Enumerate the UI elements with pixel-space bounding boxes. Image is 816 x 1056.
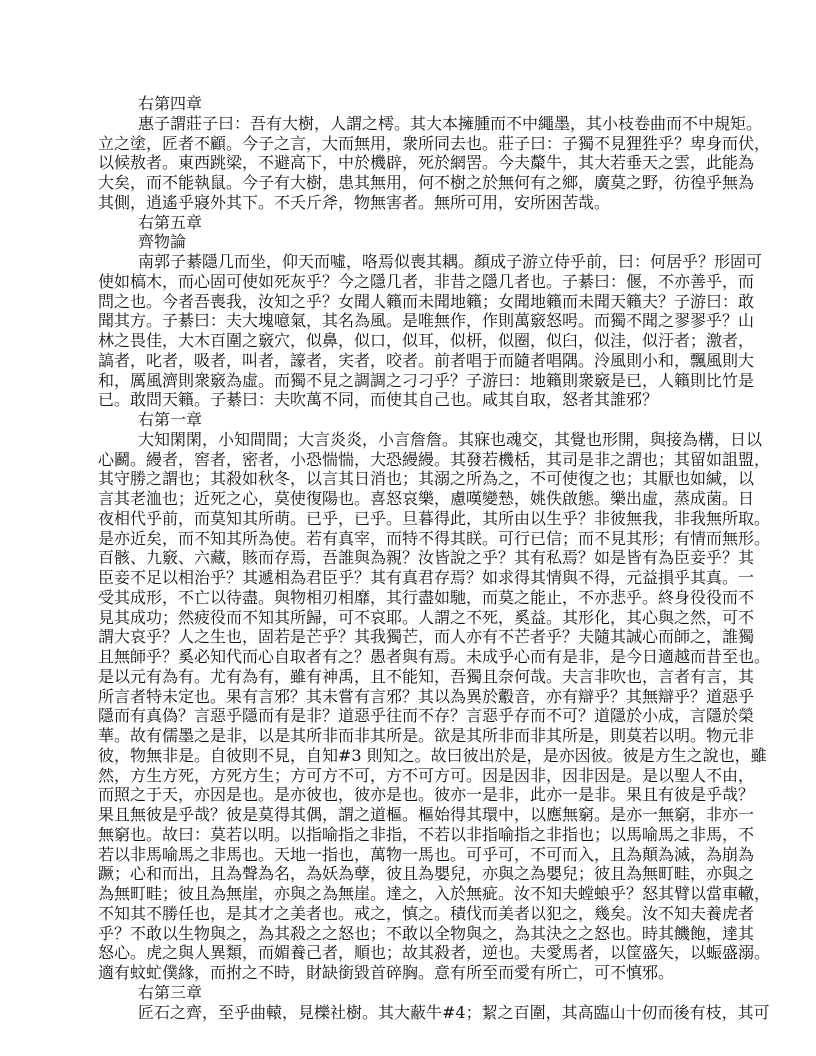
text-line: 聞其方。子綦曰：夫大塊噫氣，其名為風。是唯無作，作則萬竅怒呺。而獨不聞之翏翏乎？山 <box>98 311 755 331</box>
text-line: 果且無彼是乎哉？彼是莫得其偶，謂之道樞。樞始得其環中，以應無窮。是亦一無窮，非亦一 <box>98 805 755 824</box>
text-line: 且無師乎？奚必知代而心自取者有之？愚者與有焉。未成乎心而有是非，是今日適越而昔至也。 <box>98 647 771 666</box>
text-line: 和，厲風濟則衆竅為虛。而獨不見之調調之刁刁乎？子游曰：地籟則衆竅是已，人籟則比竹是 <box>98 370 755 390</box>
text-line: 若以非馬喻馬之非馬也。天地一指也，萬物一馬也。可乎可，不可而入，且為顛為滅，為崩為 <box>98 844 755 864</box>
text-line: 臣妾不足以相治乎？其遞相為君臣乎？其有真君存焉？如求得其情與不得，元益損乎其真。一 <box>98 568 755 587</box>
section-heading: 右第一章 <box>138 410 203 429</box>
text-line: 百骸、九竅、六藏，賅而存焉，吾誰與為親？汝皆說之乎？其有私焉？如是皆有為臣妾乎？其 <box>98 548 755 568</box>
text-line: 彼，物無非是。自彼則不見，自知#3 則知之。故曰彼出於是，是亦因彼。彼是方生之說也，雖 <box>98 745 767 765</box>
section-heading: 齊物論 <box>138 232 187 252</box>
text-line: 華。故有儒墨之是非，以是其所非而非其所是。欲是其所非而非其所是，則莫若以明。物元非 <box>98 726 755 745</box>
text-line: 立之塗，匠者不顧。今子之言，大而無用，衆所同去也。莊子曰：子獨不見狸狌乎？卑身而伏， <box>98 133 771 153</box>
text-line: 南郭子綦隱几而坐，仰天而噓，咯焉似喪其耦。顏成子游立侍乎前，曰：何居乎？形固可 <box>138 252 763 271</box>
text-line: 使如槁木，而心固可使如死灰乎？今之隱几者，非昔之隱几者也。子綦曰：偃，不亦善乎，而 <box>98 271 755 291</box>
text-line: 是亦近矣，而不知其所為使。若有真宰，而特不得其眹。可行已信；而不見其形；有情而無形。 <box>98 528 771 548</box>
text-line: 心鬬。縵者，窖者，密者，小恐惴惴，大恐縵縵。其發若機栝，其司是非之謂也；其留如詛盟， <box>98 449 771 469</box>
text-line: 隱而有真偽？言惡乎隱而有是非？道惡乎往而不存？言惡乎存而不可？道隱於小成，言隱於榮 <box>98 706 755 726</box>
text-line: 然，方生方死，方死方生；方可方不可，方不可方可。因是因非，因非因是。是以聖人不由， <box>98 765 755 785</box>
text-line: 已。敢問天籟。子綦曰：夫吹萬不同，而使其自己也。咸其自取，怒者其誰邪？ <box>98 390 659 410</box>
text-line: 乎？不敢以生物與之，為其殺之之怒也；不敢以全物與之，為其決之之怒也。時其饑飽，達其 <box>98 923 755 943</box>
text-line: 謞者，叱者，吸者，叫者，譹者，宎者，咬者。前者唱于而隨者唱隅。泠風則小和，飄風則大 <box>98 350 755 370</box>
text-line: 夜相代乎前，而莫知其所萌。已乎，已乎。旦暮得此，其所由以生乎？非彼無我，非我無所取。 <box>98 508 771 528</box>
section-heading: 右第四章 <box>138 94 203 113</box>
section-heading: 右第三章 <box>138 982 203 1002</box>
text-line: 適有蚊虻僕緣，而拊之不時，財缺銜毀首碎胸。意有所至而愛有所亡，可不慎邪。 <box>98 963 675 982</box>
text-line: 匠石之齊，至乎曲轅，見櫟社樹。其大蔽牛#4；絜之百圍，其高臨山十仞而後有枝，其可 <box>138 1002 770 1022</box>
text-line: 無窮也。故曰：莫若以明。以指喻指之非指，不若以非指喻指之非指也；以馬喻馬之非馬，不 <box>98 824 755 844</box>
text-line: 見其成功；然疲役而不知其所歸，可不哀耶。人謂之不死，奚益。其形化，其心與之然，可不 <box>98 607 755 627</box>
text-line: 所言者特未定也。果有言邪？其未嘗有言邪？其以為異於鷇音，亦有辯乎？其無辯乎？道惡乎 <box>98 686 755 706</box>
text-line: 問之也。今者吾喪我，汝知之乎？女聞人籟而未聞地籟；女聞地籟而未聞天籟夫？子游曰：敢 <box>98 291 755 311</box>
text-line: 言其老洫也；近死之心，莫使復陽也。喜怒哀樂，慮嘆變慹，姚佚啟態。樂出虛，蒸成菌。日 <box>98 489 755 508</box>
text-line: 惠子謂莊子曰：吾有大樹，人謂之樗。其大本擁腫而不中繩墨，其小枝卷曲而不中規矩。 <box>138 113 763 133</box>
text-line: 大矣，而不能執鼠。今子有大樹，患其無用，何不樹之於無何有之鄉，廣莫之野，彷徨乎無為 <box>98 173 755 192</box>
text-line: 其守勝之謂也；其殺如秋冬，以言其日消也；其溺之所為之，不可使復之也；其厭也如緘，以 <box>98 469 755 489</box>
text-line: 林之畏佳，大木百圍之竅穴，似鼻，似口，似耳，似枅，似圈，似臼，似洼，似汙者；激者， <box>98 331 755 350</box>
text-line: 其側，逍遙乎寢外其下。不夭斤斧，物無害者。無所可用，安所困苦哉。 <box>98 192 611 212</box>
text-line: 蹶；心和而出，且為聲為名，為妖為孽，彼且為嬰兒，亦與之為嬰兒；彼且為無町畦，亦與之 <box>98 864 755 884</box>
text-line: 大知閑閑，小知間間；大言炎炎，小言詹詹。其寐也魂交，其覺也形開，與接為構，日以 <box>138 429 763 449</box>
text-line: 是以元有為有。尤有為有，雖有神禹，且不能知，吾獨且奈何哉。夫言非吹也，言者有言，其 <box>98 666 755 686</box>
section-heading: 右第五章 <box>138 212 203 232</box>
text-line: 怒心。虎之與人異類，而媚養己者，順也；故其殺者，逆也。夫愛馬者，以筐盛矢，以蜄盛溺。 <box>98 943 771 963</box>
text-line: 而照之于天，亦因是也。是亦彼也，彼亦是也。彼亦一是非，此亦一是非。果且有彼是乎哉？ <box>98 785 755 805</box>
text-line: 為無町畦；彼且為無崖，亦與之為無崖。達之，入於無疵。汝不知夫螳蜋乎？怒其臂以當車轍， <box>98 884 771 903</box>
text-line: 以候敖者。東西跳梁，不避高下，中於機辟，死於網罟。今夫斄牛，其大若垂天之雲，此能為 <box>98 153 755 173</box>
text-line: 不知其不勝任也，是其才之美者也。戒之，慎之。積伐而美者以犯之，幾矣。汝不知夫養虎者 <box>98 903 755 923</box>
document-page <box>98 94 771 1022</box>
text-line: 受其成形，不亡以待盡。與物相刃相靡，其行盡如馳，而莫之能止，不亦悲乎。終身役役而不 <box>98 587 755 607</box>
text-line: 謂大哀乎？人之生也，固若是芒乎？其我獨芒，而人亦有不芒者乎？夫隨其誠心而師之，誰獨 <box>98 627 755 647</box>
